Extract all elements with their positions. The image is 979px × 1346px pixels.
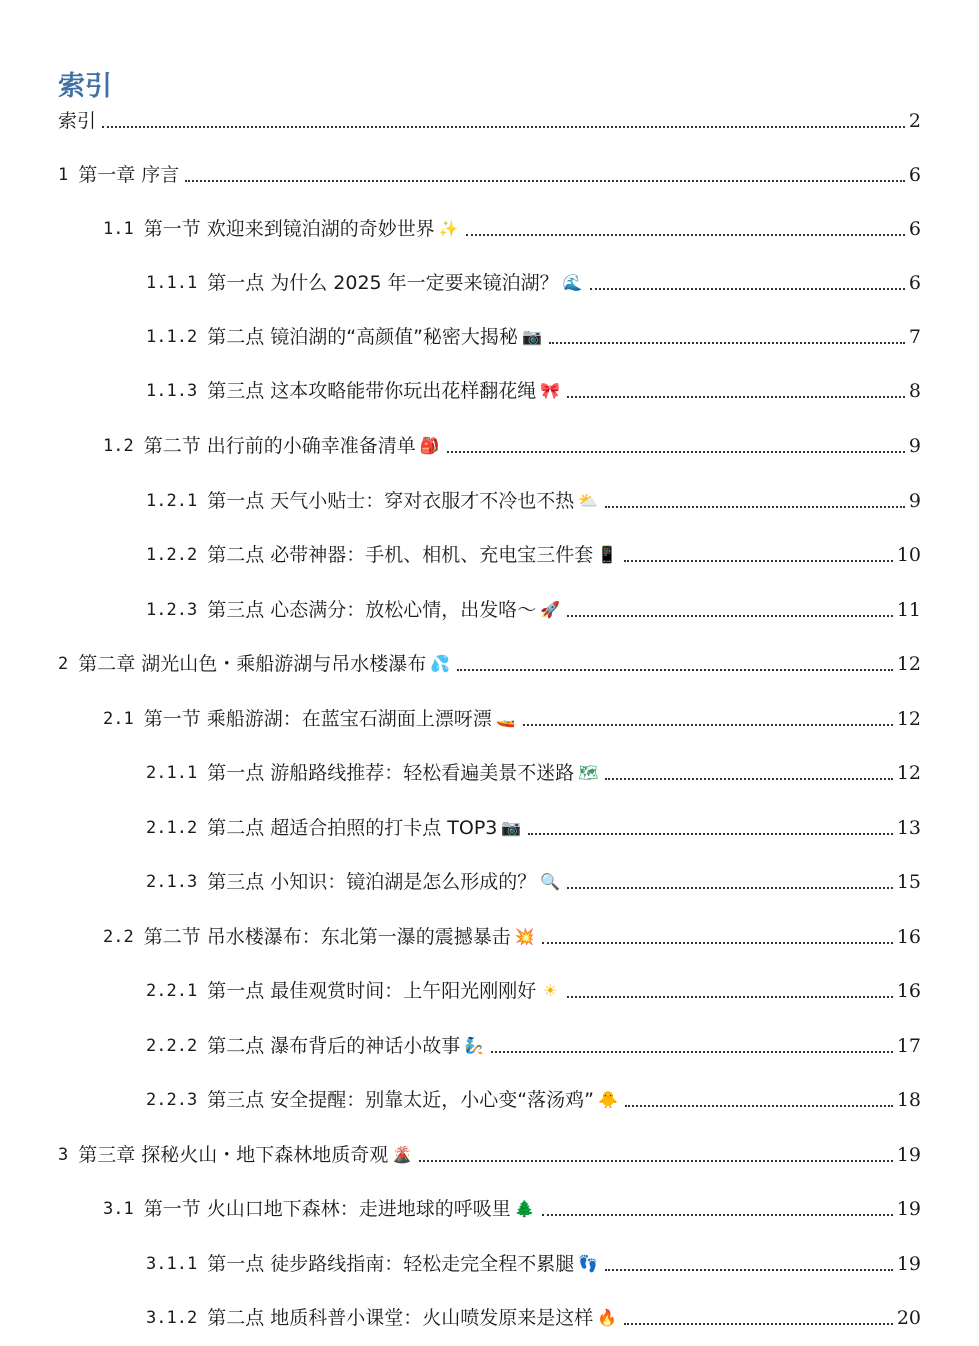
toc-entry-number: 1 — [58, 165, 69, 185]
sun-icon: ☀ — [543, 981, 558, 1000]
toc-entry[interactable] — [146, 1251, 921, 1277]
toc-entry[interactable] — [146, 597, 921, 623]
toc-entry-title: 第一节 乘船游湖：在蓝宝石湖面上漂呀漂 — [143, 708, 492, 730]
toc-entry[interactable] — [58, 651, 921, 677]
toc-entry-number: 2.2 — [103, 927, 134, 947]
toc-entry-title: 第三点 心态满分：放松心情，出发咯～ — [207, 599, 537, 621]
tree-icon: 🌲 — [514, 1199, 535, 1218]
toc-entry[interactable] — [146, 378, 921, 404]
toc-entry-number: 1.2 — [103, 436, 134, 456]
toc-entry-title: 第一章 序言 — [78, 164, 180, 186]
dot-leader — [567, 996, 893, 998]
page-title: 索引 — [58, 71, 112, 102]
toc-entry[interactable] — [146, 542, 921, 568]
footprints-icon: 👣 — [578, 1254, 599, 1273]
boat-icon: 🚤 — [495, 709, 516, 728]
dot-leader — [624, 1323, 893, 1325]
dot-leader — [419, 1160, 893, 1162]
toc-entry-page-number: 10 — [896, 544, 921, 566]
wave-icon: 🌊 — [562, 273, 583, 292]
genie-icon: 🧞 — [464, 1036, 485, 1055]
toc-entry[interactable] — [146, 324, 921, 350]
toc-entry[interactable] — [58, 108, 921, 134]
toc-entry[interactable] — [58, 1142, 921, 1168]
toc-entry[interactable] — [146, 1033, 921, 1059]
toc-entry-title: 第二点 超适合拍照的打卡点 TOP3 — [207, 817, 498, 839]
dot-leader — [466, 234, 905, 236]
toc-entry-title: 第二点 镜泊湖的“高颜值”秘密大揭秘 — [207, 326, 518, 348]
toc-entry-number: 3.1.2 — [146, 1308, 198, 1328]
dot-leader — [605, 1269, 893, 1271]
toc-entry-page-number: 9 — [908, 490, 921, 512]
map-icon: 🗺 — [578, 763, 599, 782]
toc-entry-title: 第一点 徒步路线指南：轻松走完全程不累腿 — [207, 1253, 575, 1275]
toc-entry-page-number: 2 — [908, 110, 921, 132]
dot-leader — [542, 942, 893, 944]
ribbon-icon: 🎀 — [540, 381, 561, 400]
phone-icon: 📱 — [597, 545, 618, 564]
chick-icon: 🐥 — [597, 1090, 618, 1109]
toc-entry-title: 第二点 瀑布背后的神话小故事 — [207, 1035, 461, 1057]
toc-entry[interactable] — [103, 216, 921, 242]
toc-entry-number: 2.1.2 — [146, 818, 198, 838]
toc-entry-number: 1.1.2 — [146, 327, 198, 347]
dot-leader — [590, 288, 905, 290]
toc-entry-title: 第三点 这本攻略能带你玩出花样翻花绳 — [207, 380, 537, 402]
dot-leader — [102, 126, 905, 128]
toc-entry-page-number: 17 — [896, 1035, 921, 1057]
backpack-icon: 🎒 — [419, 436, 440, 455]
toc-entry-number: 1.2.3 — [146, 600, 198, 620]
dot-leader — [549, 342, 905, 344]
toc-entry[interactable] — [103, 433, 921, 459]
toc-entry-number: 2 — [58, 654, 69, 674]
toc-entry[interactable] — [146, 1087, 921, 1113]
toc-entry-page-number: 16 — [896, 926, 921, 948]
toc-entry-title: 第三章 探秘火山・地下森林地质奇观 — [78, 1144, 389, 1166]
toc-entry-title: 第一点 为什么 2025 年一定要来镜泊湖？ — [207, 272, 559, 294]
magnifier-icon: 🔍 — [540, 872, 561, 891]
toc-entry-page-number: 8 — [908, 380, 921, 402]
dot-leader — [542, 1214, 893, 1216]
fire-icon: 🔥 — [597, 1308, 618, 1327]
toc-entry-number: 3.1.1 — [146, 1254, 198, 1274]
toc-entry-title: 第一节 火山口地下森林：走进地球的呼吸里 — [143, 1198, 511, 1220]
toc-entry-title: 第一节 欢迎来到镜泊湖的奇妙世界 — [143, 218, 435, 240]
toc-entry-title: 第二节 吊水楼瀑布：东北第一瀑的震撼暴击 — [143, 926, 511, 948]
dot-leader — [567, 887, 893, 889]
dot-leader — [457, 669, 893, 671]
toc-entry[interactable] — [146, 1305, 921, 1331]
toc-entry[interactable] — [146, 270, 921, 296]
toc-entry-number: 2.2.2 — [146, 1036, 198, 1056]
collision-icon: 💥 — [514, 927, 535, 946]
toc-entry-page-number: 19 — [896, 1144, 921, 1166]
toc-entry-number: 1.1.3 — [146, 381, 198, 401]
toc-entry-page-number: 6 — [908, 272, 921, 294]
toc-entry-number: 3 — [58, 1145, 69, 1165]
toc-entry-page-number: 6 — [908, 218, 921, 240]
dot-leader — [567, 615, 893, 617]
toc-entry-title: 第三点 小知识：镜泊湖是怎么形成的？ — [207, 871, 537, 893]
toc-entry-page-number: 12 — [896, 653, 921, 675]
toc-entry-title: 第二点 必带神器：手机、相机、充电宝三件套 — [207, 544, 594, 566]
volcano-icon: 🌋 — [392, 1145, 413, 1164]
toc-entry-page-number: 19 — [896, 1198, 921, 1220]
toc-entry[interactable] — [103, 706, 921, 732]
toc-entry-title: 第二点 地质科普小课堂：火山喷发原来是这样 — [207, 1307, 594, 1329]
dot-leader — [447, 451, 905, 453]
toc-entry-number: 1.2.1 — [146, 491, 198, 511]
dot-leader — [528, 833, 892, 835]
toc-entry-page-number: 6 — [908, 164, 921, 186]
toc-entry-number: 1.1.1 — [146, 273, 198, 293]
toc-entry-page-number: 12 — [896, 762, 921, 784]
sun-cloud-icon: ⛅ — [578, 491, 599, 510]
toc-entry[interactable] — [146, 760, 921, 786]
toc-entry-title: 第二节 出行前的小确幸准备清单 — [143, 435, 416, 457]
toc-entry[interactable] — [146, 869, 921, 895]
toc-entry-page-number: 15 — [896, 871, 921, 893]
dot-leader — [605, 778, 893, 780]
toc-entry-number: 2.2.3 — [146, 1090, 198, 1110]
dot-leader — [605, 506, 905, 508]
toc-entry-number: 2.1 — [103, 709, 134, 729]
sparkles-icon: ✨ — [438, 219, 459, 238]
toc-entry[interactable] — [58, 162, 921, 188]
dot-leader — [567, 396, 905, 398]
toc-entry-number: 2.1.3 — [146, 872, 198, 892]
toc-entry[interactable] — [146, 488, 921, 514]
dot-leader — [491, 1051, 893, 1053]
toc-entry[interactable] — [146, 978, 921, 1004]
toc-entry-number: 2.2.1 — [146, 981, 198, 1001]
dot-leader — [624, 560, 893, 562]
toc-entry-title: 第二章 湖光山色・乘船游湖与吊水楼瀑布 — [78, 653, 427, 675]
toc-entry-title: 第一点 游船路线推荐：轻松看遍美景不迷路 — [207, 762, 575, 784]
dot-leader — [523, 724, 893, 726]
toc-entry-page-number: 7 — [908, 326, 921, 348]
toc-entry-page-number: 12 — [896, 708, 921, 730]
toc-entry-number: 3.1 — [103, 1199, 134, 1219]
toc-entry-page-number: 13 — [896, 817, 921, 839]
toc-entry-number: 1.2.2 — [146, 545, 198, 565]
camera-icon: 📷 — [521, 327, 542, 346]
rocket-icon: 🚀 — [540, 600, 561, 619]
toc-entry-page-number: 19 — [896, 1253, 921, 1275]
toc-entry[interactable] — [146, 815, 921, 841]
toc-entry-title: 第三点 安全提醒：别靠太近，小心变“落汤鸡” — [207, 1089, 594, 1111]
dot-leader — [185, 180, 905, 182]
toc-entry-page-number: 9 — [908, 435, 921, 457]
toc-entry-page-number: 11 — [896, 599, 921, 621]
toc-entry-page-number: 16 — [896, 980, 921, 1002]
toc-entry[interactable] — [103, 924, 921, 950]
toc-entry-title: 第一点 最佳观赏时间：上午阳光刚刚好 — [207, 980, 537, 1002]
toc-entry-number: 2.1.1 — [146, 763, 198, 783]
toc-entry-title: 索引 — [58, 110, 97, 132]
dot-leader — [625, 1105, 893, 1107]
camera-icon: 📷 — [501, 818, 522, 837]
toc-entry-title: 第一点 天气小贴士：穿对衣服才不冷也不热 — [207, 490, 575, 512]
water-drops-icon: 💦 — [430, 654, 451, 673]
toc-entry[interactable] — [103, 1196, 921, 1222]
toc-entry-number: 1.1 — [103, 219, 134, 239]
toc-entry-page-number: 20 — [896, 1307, 921, 1329]
toc-entry-page-number: 18 — [896, 1089, 921, 1111]
